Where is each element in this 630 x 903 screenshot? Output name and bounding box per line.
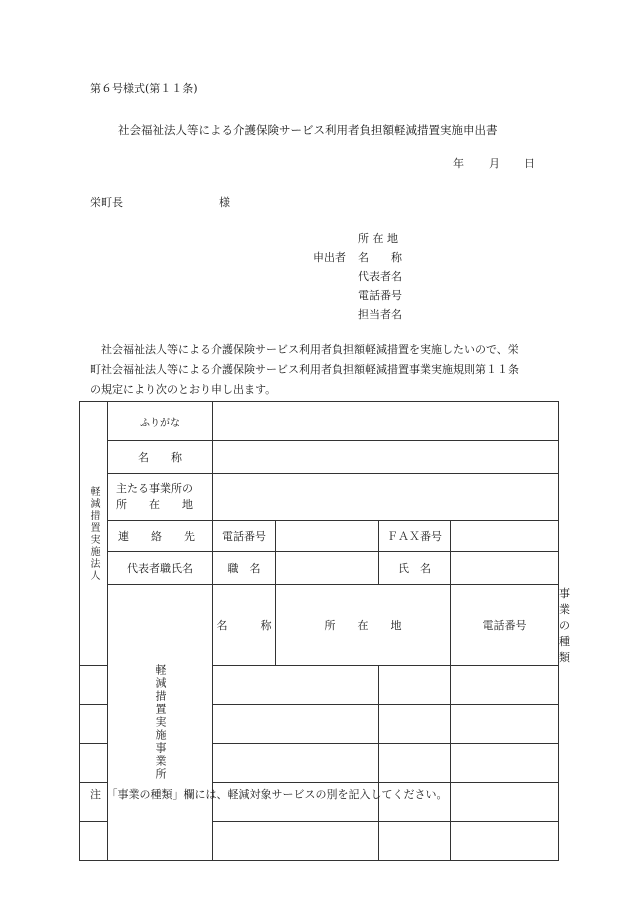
body-line: 社会福祉法人等による介護保険サービス利用者負担額軽減措置を実施したいので、栄 bbox=[90, 343, 519, 356]
body-line: 町社会福祉法人等による介護保険サービス利用者負担額軽減措置事業実施規則第１１条 bbox=[90, 363, 519, 376]
fax-label: ＦＡＸ番号 bbox=[379, 521, 451, 552]
office-service-cell[interactable] bbox=[451, 822, 559, 861]
office-header-phone: 電話番号 bbox=[451, 585, 559, 666]
office-service-cell[interactable] bbox=[451, 666, 559, 705]
addressee-name: 栄町長 bbox=[90, 196, 123, 209]
table-row bbox=[80, 441, 559, 474]
phone-value[interactable] bbox=[276, 521, 379, 552]
office-address-cell[interactable] bbox=[213, 822, 379, 861]
office-name-cell[interactable] bbox=[80, 705, 108, 744]
main-office-label-line2: 所 在 地 bbox=[116, 498, 193, 511]
furigana-label: ふりがな bbox=[108, 402, 213, 441]
corp-name-label: 名 称 bbox=[108, 441, 213, 474]
corp-section-label: 軽減措置実施法人 bbox=[88, 485, 99, 582]
office-address-cell[interactable] bbox=[213, 666, 379, 705]
table-row: 軽減措置実施事業所 名 称 所 在 地 電話番号 事業の種類 bbox=[80, 585, 559, 666]
office-name-cell[interactable] bbox=[80, 822, 108, 861]
date-day: 日 bbox=[524, 157, 535, 170]
table-row bbox=[80, 402, 559, 441]
applicant-field-address: 所 在 地 bbox=[358, 232, 398, 245]
body-paragraph bbox=[90, 340, 550, 400]
office-service-cell[interactable] bbox=[451, 744, 559, 783]
applicant-field-contact-person: 担当者名 bbox=[358, 308, 402, 321]
office-name-cell[interactable] bbox=[80, 666, 108, 705]
office-header-address: 所 在 地 bbox=[276, 585, 451, 666]
addressee-suffix: 様 bbox=[219, 196, 230, 209]
office-header-name: 名 称 bbox=[213, 585, 276, 666]
office-section-label: 軽減措置実施事業所 bbox=[154, 664, 167, 781]
corp-section-header bbox=[80, 402, 108, 666]
main-office-value[interactable] bbox=[213, 474, 559, 521]
office-address-cell[interactable] bbox=[213, 744, 379, 783]
representative-label: 代表者職氏名 bbox=[108, 552, 213, 585]
contact-label: 連 絡 先 bbox=[108, 521, 213, 552]
furigana-value[interactable] bbox=[213, 402, 559, 441]
office-phone-cell[interactable] bbox=[379, 822, 451, 861]
applicant-field-phone: 電話番号 bbox=[358, 289, 402, 302]
position-value[interactable] bbox=[276, 552, 379, 585]
table-row bbox=[80, 474, 559, 521]
table-row bbox=[80, 521, 559, 552]
office-address-cell[interactable] bbox=[213, 705, 379, 744]
person-name-value[interactable] bbox=[451, 552, 559, 585]
body-line: の規定により次のとおり申し出ます。 bbox=[90, 383, 277, 396]
main-office-label bbox=[108, 474, 213, 521]
office-phone-cell[interactable] bbox=[379, 705, 451, 744]
applicant-label: 申出者 bbox=[313, 251, 346, 264]
table-row bbox=[80, 552, 559, 585]
phone-label: 電話番号 bbox=[213, 521, 276, 552]
office-service-cell[interactable] bbox=[451, 705, 559, 744]
corp-name-value[interactable] bbox=[213, 441, 559, 474]
fax-value[interactable] bbox=[451, 521, 559, 552]
position-label: 職 名 bbox=[213, 552, 276, 585]
office-phone-cell[interactable] bbox=[379, 666, 451, 705]
applicant-field-name: 名 称 bbox=[358, 251, 402, 264]
footnote: 注 「事業の種類」欄には、軽減対象サービスの別を記入してください。 bbox=[90, 788, 448, 801]
form-title: 社会福祉法人等による介護保険サービス利用者負担額軽減措置実施申出書 bbox=[118, 123, 498, 137]
date-month: 月 bbox=[489, 157, 500, 170]
date-year: 年 bbox=[453, 157, 464, 170]
form-number: 第６号様式(第１１条) bbox=[90, 82, 198, 95]
office-phone-cell[interactable] bbox=[379, 744, 451, 783]
main-office-label-line1: 主たる事業所の bbox=[116, 482, 193, 495]
office-service-cell[interactable] bbox=[451, 783, 559, 822]
person-name-label: 氏 名 bbox=[379, 552, 451, 585]
applicant-field-representative: 代表者名 bbox=[358, 270, 402, 283]
office-section-header bbox=[108, 585, 213, 861]
office-name-cell[interactable] bbox=[80, 744, 108, 783]
